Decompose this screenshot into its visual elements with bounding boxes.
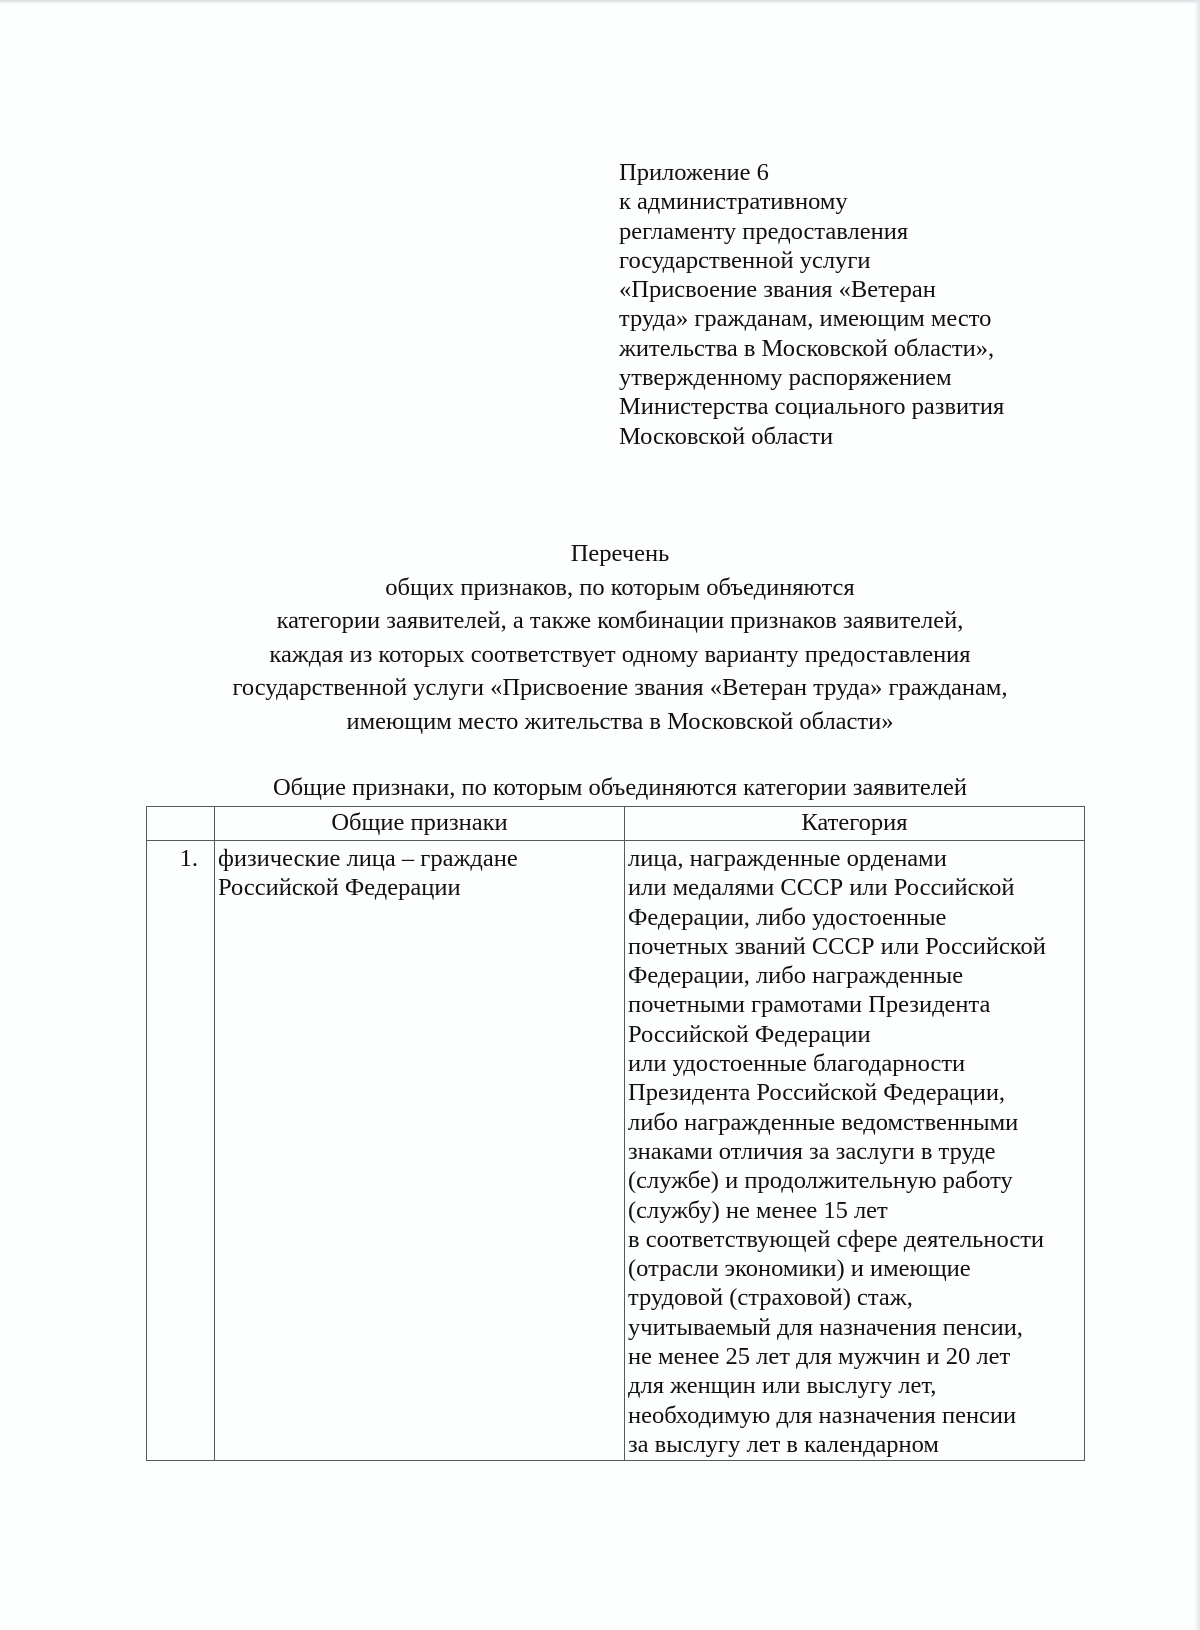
category-line: или удостоенные благодарности (628, 1050, 966, 1078)
category-line: в соответствующей сфере деятельности (628, 1225, 1045, 1253)
annex-line: «Присвоение звания «Ветеран (619, 276, 936, 304)
signs-line: физические лица – граждане (218, 845, 518, 872)
scan-edge-top (0, 0, 1200, 4)
annex-line: регламенту предоставления (619, 217, 909, 245)
title-line: Перечень (570, 540, 670, 567)
annex-line: Приложение 6 (619, 159, 769, 186)
title-line: государственной услуги «Присвоение звания «Ветеран труда» гражданам, (232, 674, 1008, 702)
title-line: категории заявителей, а также комбинации признаков заявителей, (276, 607, 964, 635)
title-line: общих признаков, по которым объединяются (385, 573, 855, 601)
scan-edge-right (1194, 0, 1200, 1630)
category-line: (службу) не менее 15 лет (628, 1196, 888, 1224)
annex-line: Московской области (619, 422, 834, 450)
document-title (100, 537, 1140, 739)
header-category: Категория (625, 807, 1085, 841)
annex-line: Министерства социального развития (619, 393, 1005, 421)
row-category (625, 841, 1085, 1461)
category-line: за выслугу лет в календарном (628, 1430, 939, 1458)
category-line: Федерации, либо награжденные (628, 962, 964, 990)
table-header-row (147, 807, 1085, 841)
title-line: имеющим место жительства в Московской области» (346, 707, 894, 735)
annex-line: утвержденному распоряжением (619, 364, 952, 392)
category-line: (службе) и продолжительную работу (628, 1167, 1013, 1195)
category-line: либо награжденные ведомственными (628, 1108, 1019, 1136)
annex-line: государственной услуги (619, 246, 871, 274)
row-signs (215, 841, 625, 1461)
annex-header (619, 158, 1089, 451)
category-line: Федерации, либо удостоенные (628, 903, 947, 931)
table-caption: Общие признаки, по которым объединяются категории заявителей (272, 774, 968, 801)
row-number: 1. (147, 841, 215, 1461)
annex-line: труда» гражданам, имеющим место (619, 305, 992, 333)
table-row (147, 841, 1085, 1461)
category-line: трудовой (страховой) стаж, (628, 1284, 913, 1312)
category-line: не менее 25 лет для мужчин и 20 лет (628, 1343, 1011, 1371)
category-line: почетными грамотами Президента (628, 991, 991, 1019)
header-number (147, 807, 215, 841)
applicant-signs-table (146, 806, 1085, 1461)
category-line: Российской Федерации (628, 1020, 871, 1048)
annex-line: жительства в Московской области», (619, 334, 995, 362)
annex-line: к административному (619, 188, 848, 216)
title-line: каждая из которых соответствует одному варианту предоставления (269, 640, 971, 668)
category-line: лица, награжденные орденами (628, 845, 947, 872)
category-line: почетных званий СССР или Российской (628, 932, 1046, 960)
signs-line: Российской Федерации (218, 874, 461, 902)
header-signs: Общие признаки (215, 807, 625, 841)
category-line: для женщин или выслугу лет, (628, 1372, 937, 1400)
category-line: или медалями СССР или Российской (628, 874, 1015, 902)
category-line: (отрасли экономики) и имеющие (628, 1255, 971, 1283)
category-line: Президента Российской Федерации, (628, 1079, 1006, 1107)
category-line: учитываемый для назначения пенсии, (628, 1313, 1023, 1341)
category-line: знаками отличия за заслуги в труде (628, 1137, 996, 1165)
category-line: необходимую для назначения пенсии (628, 1401, 1017, 1429)
